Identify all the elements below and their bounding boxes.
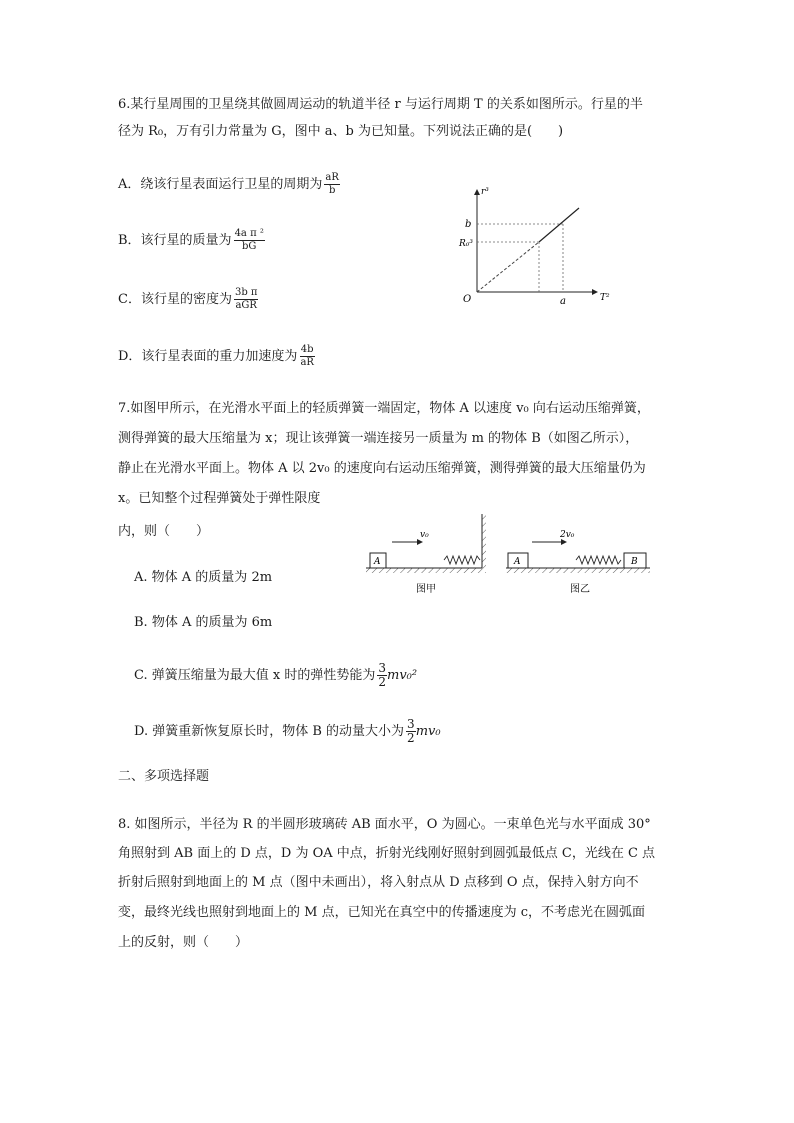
q6-option-c [118, 287, 258, 312]
fig-b-velocity-label: 2v₀ [560, 530, 575, 540]
q7-stem-line-2: 测得弹簧的最大压缩量为 x；现让该弹簧一端连接另一质量为 m 的物体 B（如图乙所示）， [118, 431, 639, 446]
q7-stem-line-1: 7.如图甲所示，在光滑水平面上的轻质弹簧一端固定，物体 A 以速度 v₀ 向右运动压缩弹簧， [118, 401, 650, 416]
q7-option-d-text: D. 弹簧重新恢复原长时，物体 B 的动量大小为 [134, 724, 405, 739]
q7-option-d-expr: mv₀ [415, 724, 441, 739]
q7-figure-a [362, 512, 490, 598]
graph-x-label: T² [600, 293, 610, 303]
fig-b-caption: 图乙 [570, 584, 590, 595]
graph-a-label: a [560, 296, 566, 307]
q7-option-d-fraction: $\frac{3}{2}$ [407, 717, 415, 745]
q7-figure-b [504, 512, 654, 598]
q6-option-c-fraction: $\frac{\text{3b π}}{\text{aGR}}$ [234, 287, 258, 311]
q7-option-c [134, 662, 417, 689]
section-heading-multiple-choice: 二、多项选择题 [118, 769, 210, 784]
q6-r3-t2-graph [455, 182, 620, 307]
q6-option-d [118, 344, 315, 369]
q8-stem-line-1: 8. 如图所示，半径为 R 的半圆形玻璃砖 AB 面水平，O 为圆心。一束单色光与水平面成 30° [118, 817, 651, 832]
q6-stem-line-2: 径为 R₀，万有引力常量为 G，图中 a、b 为已知量。下列说法正确的是( ) [118, 124, 564, 139]
q8-stem-line-3: 折射后照射到地面上的 M 点（图中未画出），将入射点从 D 点移到 O 点，保持入射方向不 [118, 875, 639, 890]
q6-option-b-fraction: $\frac{\text{4a π ²}}{bG}$ [234, 228, 264, 252]
fig-b-block-b-label: B [631, 557, 638, 567]
q6-stem-line-1: 6.某行星周围的卫星绕其做圆周运动的轨道半径 r 与运行周期 T 的关系如图所示。行星的半 [118, 97, 643, 112]
fig-a-spring [444, 556, 480, 564]
q7-stem-line-4: x。已知整个过程弹簧处于弹性限度 [118, 491, 321, 506]
q7-option-c-fraction: $\frac{3}{2}$ [378, 661, 386, 689]
q8-stem-line-5: 上的反射，则（ ） [118, 935, 249, 950]
q6-option-a-text: A．绕该行星表面运行卫星的周期为 [118, 177, 323, 192]
graph-b-label: b [465, 219, 472, 230]
q6-option-d-text: D．该行星表面的重力加速度为 [118, 349, 298, 364]
fig-b-spring [576, 556, 621, 564]
fig-a-wall-hatch [482, 514, 486, 573]
q7-option-d [134, 718, 441, 745]
q7-stem-line-3: 静止在光滑水平面上。物体 A 以 2v₀ 的速度向右运动压缩弹簧，测得弹簧的最大压缩量仍为 [118, 461, 646, 476]
graph-origin-label: O [463, 294, 472, 305]
q7-option-c-text: C. 弹簧压缩量为最大值 x 时的弹性势能为 [134, 668, 376, 683]
fig-b-block-a-label: A [514, 557, 521, 567]
q6-option-a [118, 172, 340, 197]
fig-a-block-a-label: A [374, 557, 381, 567]
q8-stem-line-4: 变，最终光线也照射到地面上的 M 点，已知光在真空中的传播速度为 c，不考虑光在圆弧面 [118, 905, 645, 920]
q6-option-a-fraction: $\frac{aR}{b}$ [325, 172, 339, 196]
fig-b-floor-hatch [506, 568, 650, 573]
q8-stem-line-2: 角照射到 AB 面上的 D 点，D 为 OA 中点，折射光线刚好照射到圆弧最低点 C，光线在 C 点 [118, 846, 656, 861]
q7-option-b: B. 物体 A 的质量为 6m [134, 615, 273, 630]
q6-option-b-text: B．该行星的质量为 [118, 233, 232, 248]
fig-a-caption: 图甲 [416, 584, 436, 595]
q7-option-a: A. 物体 A 的质量为 2m [134, 570, 273, 585]
q7-stem-line-5: 内，则（ ） [118, 524, 210, 539]
fig-a-velocity-label: v₀ [420, 530, 429, 540]
q6-option-c-text: C．该行星的密度为 [118, 292, 232, 307]
fig-a-floor-hatch [366, 568, 482, 573]
graph-dashed-segment [477, 242, 539, 292]
q6-option-b [118, 228, 265, 253]
q6-option-d-fraction: $\frac{4b}{aR}$ [300, 344, 314, 368]
graph-solid-line [539, 208, 579, 242]
q7-option-c-expr: mv₀² [387, 668, 418, 683]
graph-r0-label: R₀³ [459, 239, 473, 249]
graph-y-label: r³ [481, 187, 489, 197]
